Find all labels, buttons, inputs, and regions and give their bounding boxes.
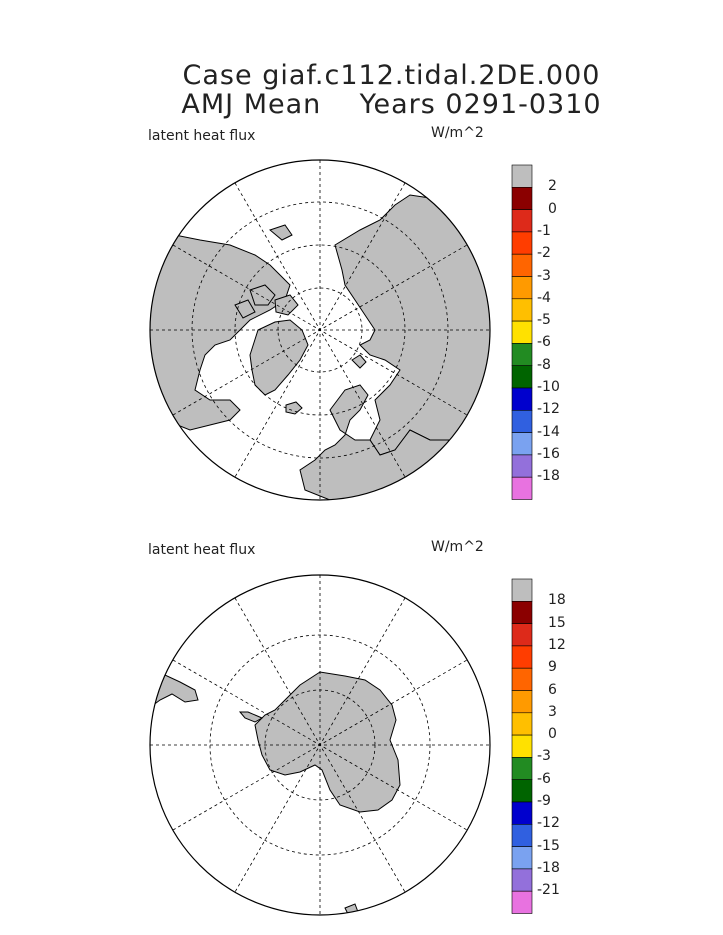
south-colorbar-swatch [512,869,532,891]
antarctica-land [255,672,400,812]
south-colorbar-swatch [512,847,532,869]
south-colorbar-tick-label: 18 [548,592,566,609]
south-colorbar-tick-label: -18 [537,859,560,876]
south-graticule [150,575,490,915]
south-colorbar-tick-label: -12 [537,815,560,832]
north-colorbar-tick-label: -4 [537,289,551,306]
north-colorbar-swatch [512,477,532,499]
north-colorbar-tick-label: -18 [537,468,560,485]
south-colorbar-tick-label: 15 [548,614,566,631]
north-colorbar-swatch [512,433,532,455]
south-colorbar [512,579,532,914]
iceland-land [286,402,302,414]
south-colorbar-swatch [512,780,532,802]
north-colorbar-tick-label: -12 [537,401,560,418]
north-colorbar-tick-label: -10 [537,379,560,395]
south-colorbar-swatch [512,579,532,601]
south-colorbar-tick-label: -21 [537,882,560,899]
north-colorbar [512,165,532,500]
south-colorbar-tick-label: -15 [537,837,560,854]
south-colorbar-tick-label: -9 [537,793,551,809]
figure-title-line1: Case giaf.c112.tidal.2DE.000 [182,60,601,91]
north-colorbar-swatch [512,455,532,477]
north-colorbar-tick-label: -5 [537,312,551,329]
south-colorbar-swatch [512,757,532,779]
north-land-masses [150,195,510,505]
south-colorbar-tick-label: 6 [548,681,557,698]
svalbard-land [352,355,366,368]
south-colorbar-swatch [512,668,532,690]
south-colorbar-tick-label: -6 [537,770,551,787]
south-colorbar-tick-label: 12 [548,636,566,653]
north-colorbar-swatch [512,232,532,254]
figure-title-line2: AMJ Mean Years 0291-0310 [181,89,602,120]
south-colorbar-swatch [512,802,532,824]
south-colorbar-tick-label: 0 [548,726,557,743]
alaska-land [270,225,292,240]
south-colorbar-swatch [512,713,532,735]
south-colorbar-tick-label: -3 [537,748,551,765]
north-colorbar-tick-label: -1 [537,222,551,239]
north-colorbar-swatch [512,187,532,209]
south-colorbar-tick-label: 3 [548,703,557,720]
north-colorbar-swatch [512,410,532,432]
north-colorbar-swatch [512,321,532,343]
antarctic-peninsula-land [240,712,262,722]
north-colorbar-swatch [512,254,532,276]
north-variable-label: latent heat flux [148,128,256,144]
north-colorbar-tick-label: 0 [548,200,557,217]
south-colorbar-tick-label: 9 [548,659,557,676]
north-colorbar-swatch [512,343,532,365]
north-colorbar-tick-label: -2 [537,245,551,262]
north-colorbar-swatch [512,366,532,388]
north-colorbar-tick-label: -3 [537,267,551,284]
north-colorbar-swatch [512,388,532,410]
north-colorbar-tick-label: -14 [537,423,560,440]
south-units-label: W/m^2 [431,539,484,555]
north-colorbar-swatch [512,165,532,187]
north-colorbar-tick-label: -6 [537,334,551,351]
south-colorbar-swatch [512,601,532,623]
north-colorbar-swatch [512,277,532,299]
south-colorbar-swatch [512,735,532,757]
south-variable-label: latent heat flux [148,542,256,558]
south-land-masses [152,672,400,914]
greenland-land [250,320,308,395]
south-colorbar-swatch [512,691,532,713]
south-colorbar-swatch [512,824,532,846]
north-polar-map [150,160,510,505]
south-polar-map [150,575,490,915]
north-colorbar-tick-label: 2 [548,178,557,195]
south-colorbar-swatch [512,646,532,668]
north-colorbar-tick-label: -16 [537,445,560,462]
eurasia-land [335,195,510,455]
south-colorbar-swatch [512,624,532,646]
south-colorbar-swatch [512,891,532,913]
north-colorbar-swatch [512,210,532,232]
north-units-label: W/m^2 [431,125,484,141]
north-colorbar-tick-label: -8 [537,356,551,373]
north-colorbar-swatch [512,299,532,321]
